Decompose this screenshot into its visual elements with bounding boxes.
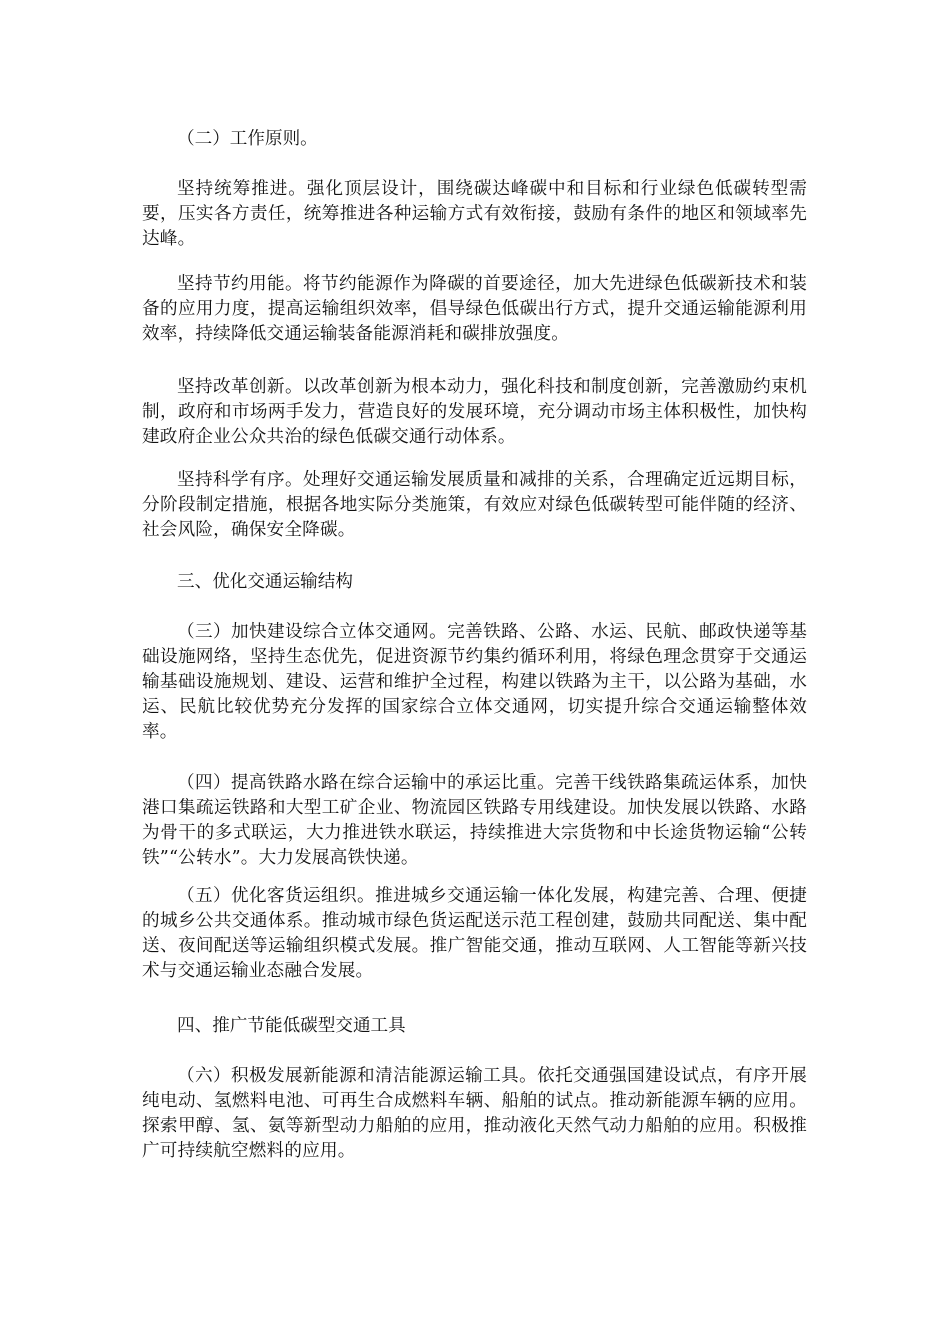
paragraph-coordination: 坚持统筹推进。强化顶层设计，围绕碳达峰碳中和目标和行业绿色低碳转型需要，压实各方责任，统筹推进各种运输方式有效衔接，鼓励有条件的地区和领域率先达峰。 [142,179,807,249]
paragraph-item-4: （四）提高铁路水路在综合运输中的承运比重。完善干线铁路集疏运体系，加快港口集疏运铁路和大型工矿企业、物流园区铁路专用线建设。加快发展以铁路、水路为骨干的多式联运，大力推进铁水联运，持续推进大宗货物和中长途货物运输“公转铁”“公转水”。大力发展高铁快递。 [142,773,807,868]
paragraph-item-5: （五）优化客货运组织。推进城乡交通运输一体化发展，构建完善、合理、便捷的城乡公共交通体系。推动城市绿色货运配送示范工程创建，鼓励共同配送、集中配送、夜间配送等运输组织模式发展。推广智能交通，推动互联网、人工智能等新兴技术与交通运输业态融合发展。 [142,886,807,981]
paragraph-energy-saving: 坚持节约用能。将节约能源作为降碳的首要途径，加大先进绿色低碳新技术和装备的应用力度，提高运输组织效率，倡导绿色低碳出行方式，提升交通运输能源利用效率，持续降低交通运输装备能源消耗和碳排放强度。 [142,274,807,344]
paragraph-item-6: （六）积极发展新能源和清洁能源运输工具。依托交通强国建设试点，有序开展纯电动、氢燃料电池、可再生合成燃料车辆、船舶的试点。推动新能源车辆的应用。探索甲醇、氢、氨等新型动力船舶的应用，推动液化天然气动力船舶的应用。积极推广可持续航空燃料的应用。 [142,1066,807,1161]
paragraph-reform-innovation: 坚持改革创新。以改革创新为根本动力，强化科技和制度创新，完善激励约束机制，政府和市场两手发力，营造良好的发展环境，充分调动市场主体积极性，加快构建政府企业公众共治的绿色低碳交通行动体系。 [142,377,807,447]
heading-section-4: 四、推广节能低碳型交通工具 [177,1016,406,1036]
paragraph-scientific-order: 坚持科学有序。处理好交通运输发展质量和减排的关系，合理确定近远期目标，分阶段制定措施，根据各地实际分类施策，有效应对绿色低碳转型可能伴随的经济、社会风险，确保安全降碳。 [142,470,807,540]
heading-work-principles: （二）工作原则。 [177,129,318,149]
heading-section-3: 三、优化交通运输结构 [177,572,353,592]
paragraph-item-3: （三）加快建设综合立体交通网。完善铁路、公路、水运、民航、邮政快递等基础设施网络，坚持生态优先，促进资源节约集约循环利用，将绿色理念贯穿于交通运输基础设施规划、建设、运营和维护全过程，构建以铁路为主干，以公路为基础，水运、民航比较优势充分发挥的国家综合立体交通网，切实提升综合交通运输整体效率。 [142,622,807,742]
